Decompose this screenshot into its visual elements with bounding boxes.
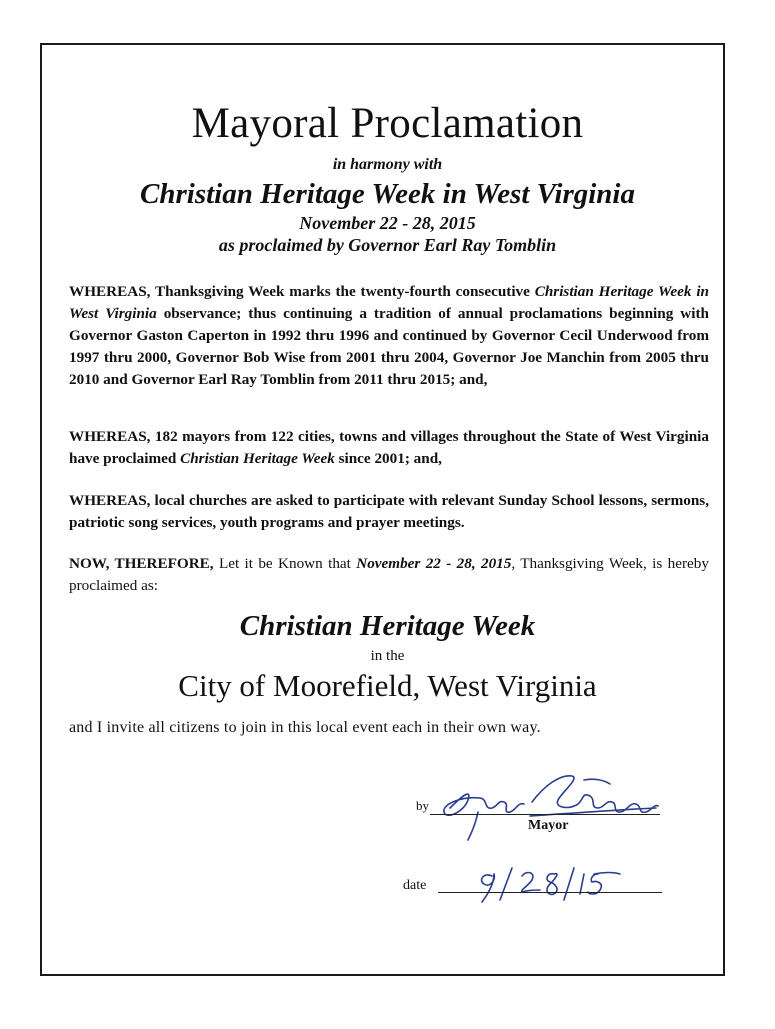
whereas-lead: WHEREAS, <box>69 492 151 509</box>
whereas-lead: WHEREAS, <box>69 428 151 445</box>
paragraph-text: 182 mayors from 122 cities, towns and villages throughout the State of West Virginia have proclaimed <box>69 428 709 467</box>
whereas-paragraph-3 <box>69 490 709 534</box>
whereas-paragraph-1 <box>69 281 709 391</box>
paragraph-italic: Christian Heritage Week in West Virginia <box>69 283 709 322</box>
date-line <box>438 892 662 893</box>
proclaimed-by-line: as proclaimed by Governor Earl Ray Tomblin <box>218 235 557 255</box>
invite-line: and I invite all citizens to join in this local event each in their own way. <box>69 719 541 736</box>
city-name: City of Moorefield, West Virginia <box>178 668 597 703</box>
harmony-line: in harmony with <box>332 156 443 173</box>
paragraph-text: since 2001; and, <box>334 450 442 467</box>
paragraph-text: observance; thus continuing a tradition of annual proclamations beginning with Governor Gaston Caperton in 1992 thru 1996 and continued by Governor Cecil Underwood from 1997 thru 2000, Governor Bob Wise from 2001 thru 2004, Governor Joe Manchin from 2005 thru 2010 and Governor Earl Ray Tomblin from 2011 thru 2015; and, <box>69 305 709 388</box>
paragraph-text: Let it be Known that <box>213 555 357 572</box>
in-the-line: in the <box>370 648 405 664</box>
whereas-paragraph-2 <box>69 426 709 470</box>
paragraph-text: Thanksgiving Week marks the twenty-fourth consecutive <box>150 283 535 300</box>
signature-line <box>430 814 660 815</box>
handwritten-date <box>470 862 630 906</box>
paragraph-italic: November 22 - 28, 2015 <box>356 555 512 572</box>
whereas-lead: WHEREAS, <box>69 283 151 300</box>
mayor-signature <box>432 766 664 846</box>
paragraph-text: local churches are asked to participate with relevant Sunday School lessons, sermons, patriotic song services, youth programs and prayer meetings. <box>69 492 709 531</box>
now-therefore-paragraph <box>69 553 709 597</box>
event-dates: November 22 - 28, 2015 <box>299 213 476 233</box>
by-label: by <box>416 798 429 813</box>
paragraph-italic: Christian Heritage Week <box>180 450 335 467</box>
date-label: date <box>403 878 427 893</box>
page-title: Mayoral Proclamation <box>191 100 584 147</box>
now-therefore-lead: NOW, THEREFORE, <box>69 555 214 572</box>
paragraph-text: , Thanksgiving Week, is hereby proclaimed as: <box>69 555 709 594</box>
mayor-label: Mayor <box>528 818 569 833</box>
event-title: Christian Heritage Week in West Virginia <box>140 178 635 210</box>
proclaimed-week: Christian Heritage Week <box>239 610 536 642</box>
